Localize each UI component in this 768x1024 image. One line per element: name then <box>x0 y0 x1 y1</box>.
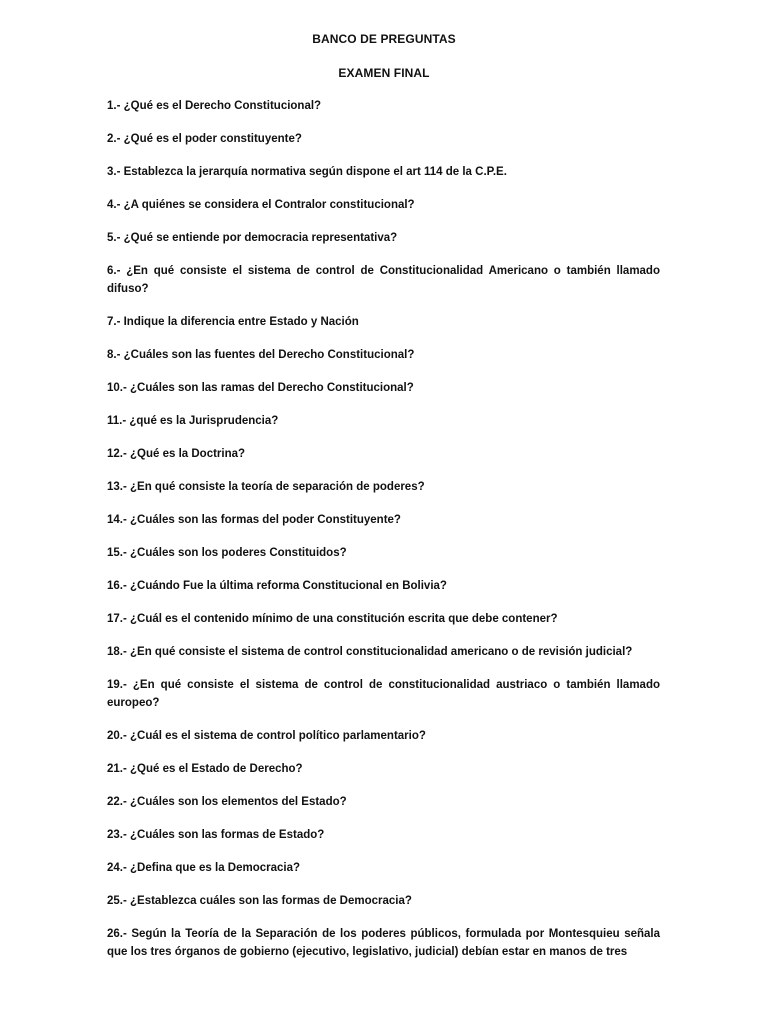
question-item: 18.- ¿En qué consiste el sistema de control constitucionalidad americano o de revisión judicial? <box>107 646 633 658</box>
question-item: 11.- ¿qué es la Jurisprudencia? <box>107 415 279 427</box>
document-subtitle: EXAMEN FINAL <box>338 66 430 80</box>
question-item: 16.- ¿Cuándo Fue la última reforma Constitucional en Bolivia? <box>107 580 447 592</box>
question-item: 20.- ¿Cuál es el sistema de control político parlamentario? <box>107 730 426 742</box>
document-title: BANCO DE PREGUNTAS <box>312 32 456 46</box>
question-list <box>107 97 660 976</box>
question-item: 6.- ¿En qué consiste el sistema de control de Constitucionalidad Americano o también llamado difuso? <box>107 265 660 295</box>
question-item: 19.- ¿En qué consiste el sistema de control de constitucionalidad austriaco o también llamado europeo? <box>107 679 660 709</box>
question-item: 2.- ¿Qué es el poder constituyente? <box>107 133 302 145</box>
question-item: 4.- ¿A quiénes se considera el Contralor constitucional? <box>107 199 415 211</box>
question-item: 25.- ¿Establezca cuáles son las formas de Democracia? <box>107 895 412 907</box>
question-item: 8.- ¿Cuáles son las fuentes del Derecho Constitucional? <box>107 349 415 361</box>
question-item: 7.- Indique la diferencia entre Estado y Nación <box>107 316 359 328</box>
question-item: 13.- ¿En qué consiste la teoría de separación de poderes? <box>107 481 425 493</box>
question-item: 10.- ¿Cuáles son las ramas del Derecho Constitucional? <box>107 382 414 394</box>
question-item: 15.- ¿Cuáles son los poderes Constituidos? <box>107 547 347 559</box>
question-item: 12.- ¿Qué es la Doctrina? <box>107 448 246 460</box>
question-item: 14.- ¿Cuáles son las formas del poder Constituyente? <box>107 514 401 526</box>
question-item: 3.- Establezca la jerarquía normativa según dispone el art 114 de la C.P.E. <box>107 166 507 178</box>
question-item: 22.- ¿Cuáles son los elementos del Estado? <box>107 796 347 808</box>
question-item: 5.- ¿Qué se entiende por democracia representativa? <box>107 232 398 244</box>
question-item: 23.- ¿Cuáles son las formas de Estado? <box>107 829 325 841</box>
question-item: 21.- ¿Qué es el Estado de Derecho? <box>107 763 303 775</box>
question-item: 17.- ¿Cuál es el contenido mínimo de una constitución escrita que debe contener? <box>107 613 558 625</box>
question-item: 24.- ¿Defina que es la Democracia? <box>107 862 301 874</box>
question-item: 26.- Según la Teoría de la Separación de los poderes públicos, formulada por Montesquieu señala que los tres órganos de gobierno (ejecutivo, legislativo, judicial) debían estar en manos de tres <box>107 928 660 958</box>
question-item: 1.- ¿Qué es el Derecho Constitucional? <box>107 100 322 112</box>
